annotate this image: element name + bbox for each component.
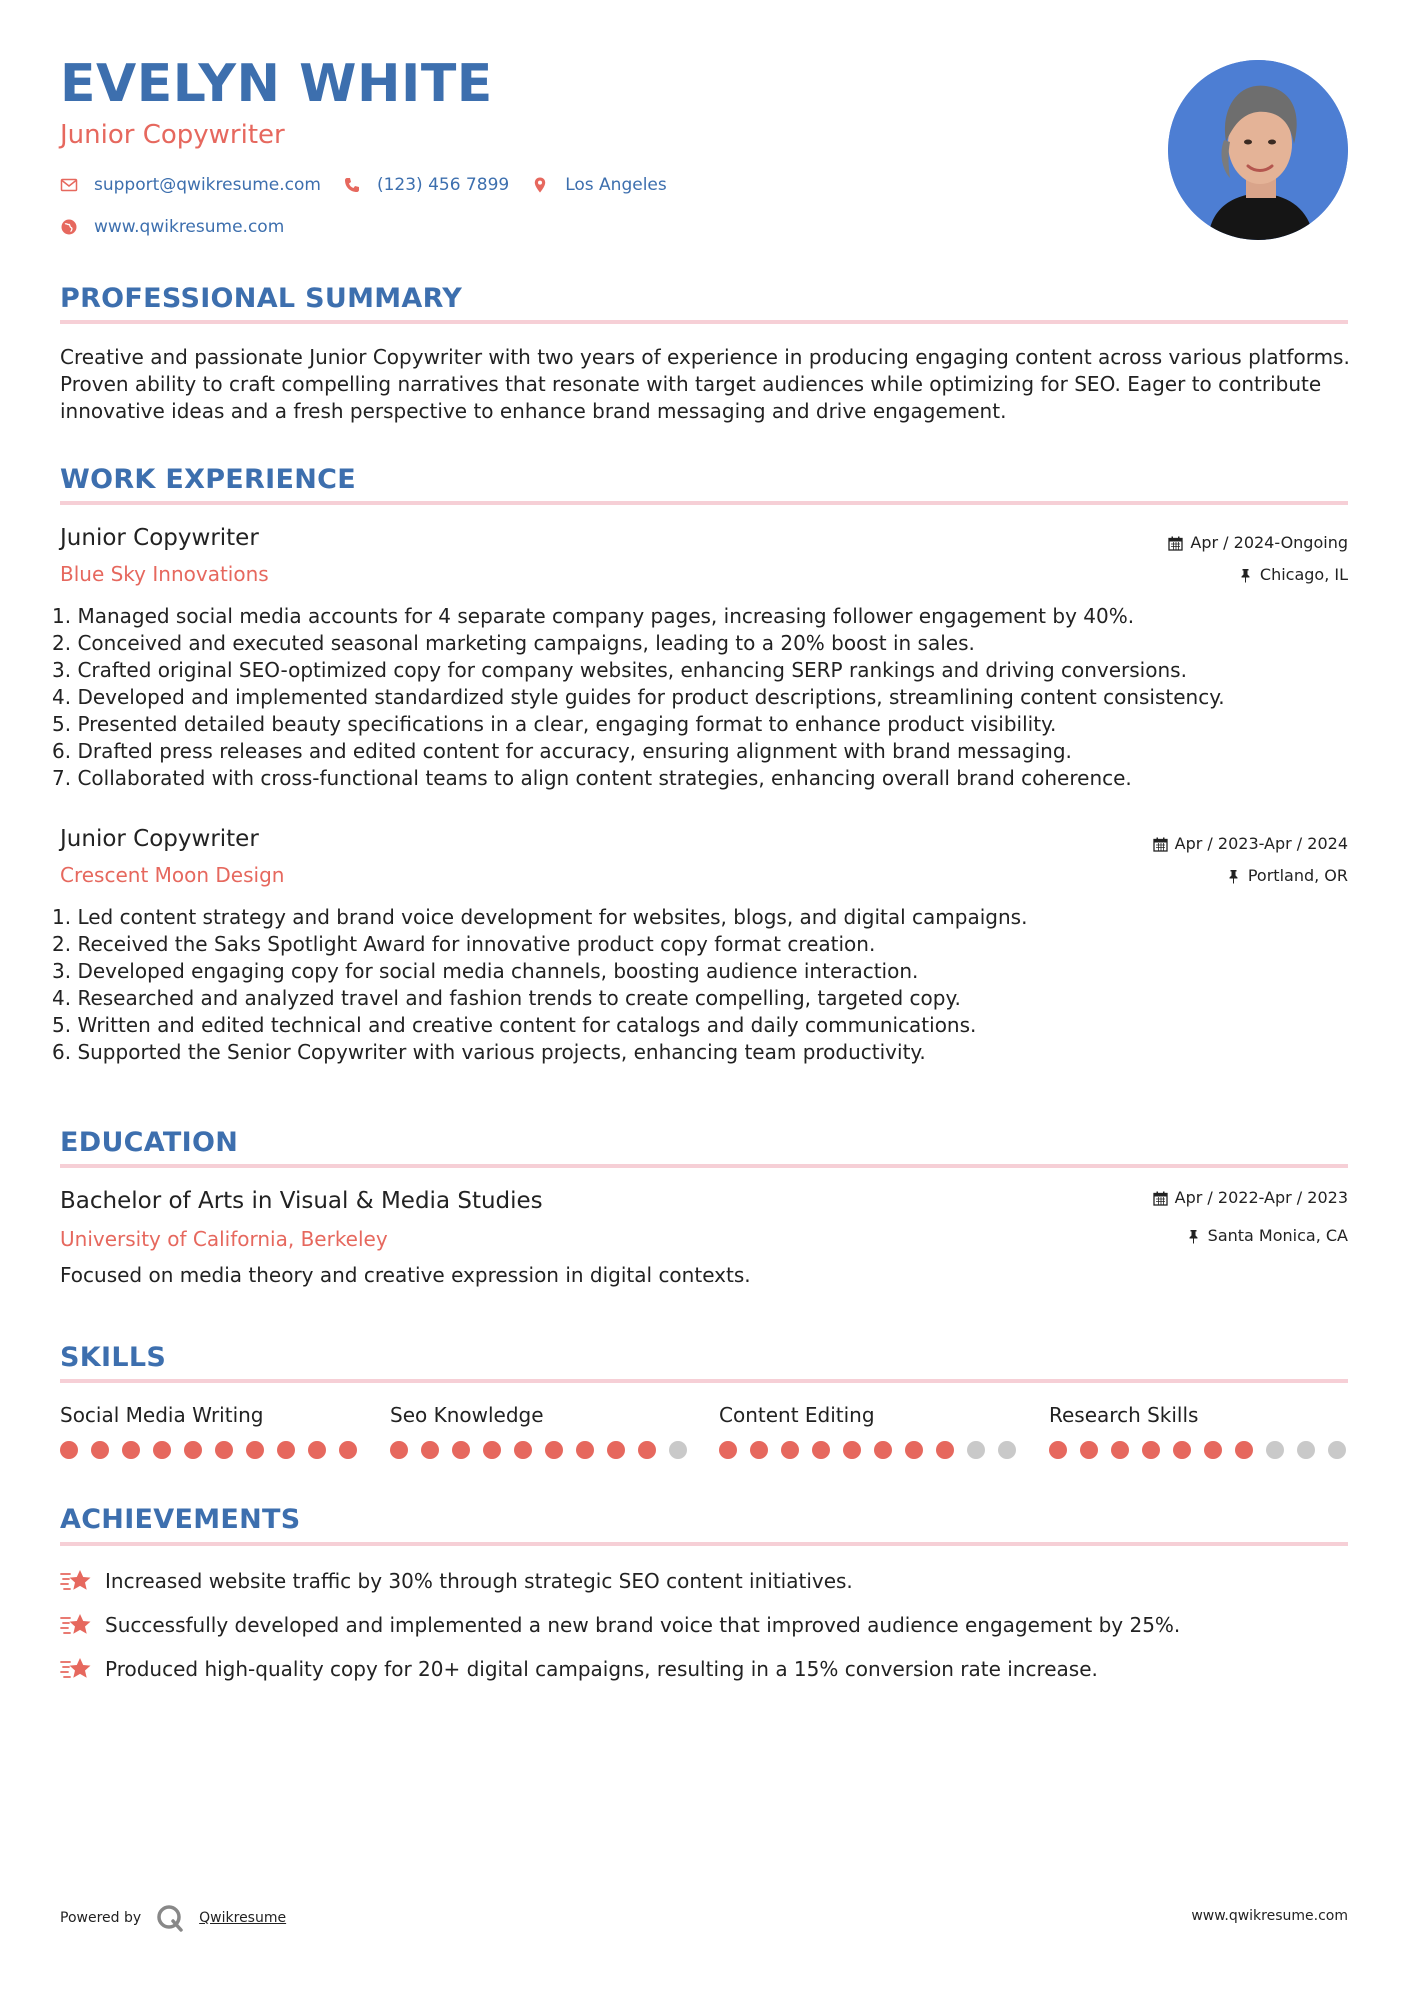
achievement-item	[60, 1612, 1180, 1638]
job-location-text: Portland, OR	[1247, 866, 1348, 885]
list-item: 1. Led content strategy and brand voice development for websites, blogs, and digital campaigns.	[52, 905, 1028, 929]
website-text: www.qwikresume.com	[94, 216, 285, 237]
profile-photo	[1168, 60, 1348, 240]
skill-dot-filled	[514, 1441, 532, 1459]
achievement-text: Successfully developed and implemented a new brand voice that improved audience engagement by 25%.	[105, 1613, 1181, 1637]
skill-dot-filled	[1049, 1441, 1067, 1459]
skill-dot-filled	[576, 1441, 594, 1459]
job-dates-text: Apr / 2023-Apr / 2024	[1174, 834, 1348, 853]
job-bullets	[52, 904, 1352, 1066]
job-company: Crescent Moon Design	[60, 863, 285, 887]
degree-title: Bachelor of Arts in Visual & Media Studies	[60, 1188, 543, 1214]
calendar-icon	[1153, 1191, 1168, 1206]
skill-dot-filled	[483, 1441, 501, 1459]
list-item: 4. Developed and implemented standardized style guides for product descriptions, streamlining content consistency.	[52, 685, 1225, 709]
skill-dot-filled	[153, 1441, 171, 1459]
summary-text: Creative and passionate Junior Copywriter with two years of experience in producing engaging content across various platforms. Proven ability to craft compelling narratives that resonate with target audiences while optimizing for SEO. Eager to contribute innovative ideas and a fresh perspective to enhance brand messaging and drive engagement.	[60, 345, 1350, 423]
skill-rating	[390, 1441, 700, 1459]
skill-item	[60, 1405, 370, 1459]
section-divider	[60, 1379, 1348, 1383]
skill-name: Seo Knowledge	[390, 1403, 544, 1427]
pushpin-icon	[1226, 869, 1241, 884]
envelope-icon	[60, 176, 78, 194]
achievement-text: Produced high-quality copy for 20+ digital campaigns, resulting in a 15% conversion rate increase.	[105, 1657, 1098, 1681]
list-item: 3. Developed engaging copy for social media channels, boosting audience interaction.	[52, 959, 919, 983]
skill-dot-filled	[452, 1441, 470, 1459]
education-heading: EDUCATION	[60, 1127, 239, 1158]
section-divider	[60, 320, 1348, 324]
job-location	[1238, 567, 1348, 583]
job-dates	[1168, 535, 1348, 551]
footer-url[interactable]: www.qwikresume.com	[1191, 1908, 1348, 1924]
skill-dot-filled	[936, 1441, 954, 1459]
skill-dot-empty	[669, 1441, 687, 1459]
list-item: 1. Managed social media accounts for 4 separate company pages, increasing follower engagement by 40%.	[52, 604, 1135, 628]
location-text: Los Angeles	[565, 174, 667, 195]
qwikresume-logo-icon	[155, 1903, 185, 1933]
skill-name: Social Media Writing	[60, 1403, 264, 1427]
phone-text: (123) 456 7899	[376, 174, 510, 195]
education-dates-text: Apr / 2022-Apr / 2023	[1174, 1188, 1348, 1207]
achievement-item	[60, 1656, 1098, 1682]
skill-dot-filled	[60, 1441, 78, 1459]
skill-dot-filled	[874, 1441, 892, 1459]
skill-dot-filled	[812, 1441, 830, 1459]
skill-item	[390, 1405, 700, 1459]
skill-item	[719, 1405, 1029, 1459]
skill-dot-filled	[1142, 1441, 1160, 1459]
email-text: support@qwikresume.com	[94, 174, 321, 195]
candidate-role: Junior Copywriter	[60, 120, 285, 150]
skill-dot-filled	[1235, 1441, 1253, 1459]
list-item: 5. Presented detailed beauty specifications in a clear, engaging format to enhance product visibility.	[52, 712, 1057, 736]
summary-heading: PROFESSIONAL SUMMARY	[60, 283, 463, 314]
skill-dot-filled	[781, 1441, 799, 1459]
pushpin-icon	[1238, 568, 1253, 583]
skill-dot-filled	[1080, 1441, 1098, 1459]
contact-location	[531, 176, 667, 194]
powered-by-label: Powered by	[60, 1910, 142, 1926]
skill-name: Content Editing	[719, 1403, 875, 1427]
school-name: University of California, Berkeley	[60, 1227, 388, 1251]
list-item: 5. Written and edited technical and creative content for catalogs and daily communications.	[52, 1013, 977, 1037]
contact-website[interactable]	[60, 218, 284, 236]
skill-rating	[719, 1441, 1029, 1459]
section-divider	[60, 1164, 1348, 1168]
skill-dot-filled	[91, 1441, 109, 1459]
skill-dot-empty	[967, 1441, 985, 1459]
list-item: 6. Supported the Senior Copywriter with various projects, enhancing team productivity.	[52, 1040, 926, 1064]
job-location	[1226, 868, 1348, 884]
pushpin-icon	[1186, 1229, 1201, 1244]
list-item: 3. Crafted original SEO-optimized copy for company websites, enhancing SERP rankings and driving conversions.	[52, 658, 1187, 682]
contact-email[interactable]	[60, 176, 321, 194]
skill-dot-filled	[390, 1441, 408, 1459]
globe-icon	[60, 218, 78, 236]
skill-dot-filled	[638, 1441, 656, 1459]
star-icon	[60, 1656, 92, 1682]
skill-dot-filled	[421, 1441, 439, 1459]
education-location	[1186, 1228, 1348, 1244]
list-item: 2. Conceived and executed seasonal marketing campaigns, leading to a 20% boost in sales.	[52, 631, 975, 655]
education-location-text: Santa Monica, CA	[1207, 1226, 1348, 1245]
skill-dot-empty	[1328, 1441, 1346, 1459]
contact-row-website	[60, 218, 306, 236]
candidate-name: EVELYN WHITE	[60, 54, 493, 114]
job-title: Junior Copywriter	[60, 525, 259, 551]
list-item: 6. Drafted press releases and edited content for accuracy, ensuring alignment with brand messaging.	[52, 739, 1072, 763]
skill-dot-filled	[122, 1441, 140, 1459]
contact-phone[interactable]	[343, 176, 509, 194]
phone-icon	[343, 176, 361, 194]
star-icon	[60, 1568, 92, 1594]
job-title: Junior Copywriter	[60, 826, 259, 852]
job-dates	[1153, 836, 1348, 852]
achievements-heading: ACHIEVEMENTS	[60, 1504, 301, 1535]
skill-dot-filled	[843, 1441, 861, 1459]
skills-heading: SKILLS	[60, 1342, 167, 1373]
skill-dot-filled	[308, 1441, 326, 1459]
education-dates	[1153, 1190, 1348, 1206]
skill-item	[1049, 1405, 1359, 1459]
skill-dot-empty	[1297, 1441, 1315, 1459]
experience-heading: WORK EXPERIENCE	[60, 464, 356, 495]
calendar-icon	[1153, 837, 1168, 852]
skill-rating	[1049, 1441, 1359, 1459]
footer-brand-link[interactable]: Qwikresume	[199, 1910, 287, 1926]
footer-powered-by	[60, 1903, 286, 1933]
job-dates-text: Apr / 2024-Ongoing	[1190, 533, 1348, 552]
skill-dot-filled	[1204, 1441, 1222, 1459]
skill-dot-empty	[998, 1441, 1016, 1459]
portrait-image	[1168, 60, 1348, 240]
calendar-icon	[1168, 536, 1183, 551]
skill-dot-filled	[215, 1441, 233, 1459]
star-icon	[60, 1612, 92, 1638]
skill-dot-filled	[719, 1441, 737, 1459]
achievement-item	[60, 1568, 853, 1594]
achievement-text: Increased website traffic by 30% through strategic SEO content initiatives.	[105, 1569, 853, 1593]
list-item: 7. Collaborated with cross-functional teams to align content strategies, enhancing overall brand coherence.	[52, 766, 1132, 790]
skill-dot-filled	[184, 1441, 202, 1459]
section-divider	[60, 501, 1348, 505]
skill-rating	[60, 1441, 370, 1459]
skill-dot-filled	[905, 1441, 923, 1459]
list-item: 2. Received the Saks Spotlight Award for innovative product copy format creation.	[52, 932, 876, 956]
skill-dot-filled	[750, 1441, 768, 1459]
map-pin-icon	[531, 176, 549, 194]
job-company: Blue Sky Innovations	[60, 562, 269, 586]
skill-dot-empty	[1266, 1441, 1284, 1459]
skill-dot-filled	[545, 1441, 563, 1459]
skill-dot-filled	[339, 1441, 357, 1459]
education-description: Focused on media theory and creative expression in digital contexts.	[60, 1263, 751, 1287]
skill-name: Research Skills	[1049, 1403, 1199, 1427]
job-bullets	[52, 603, 1352, 792]
skill-dot-filled	[246, 1441, 264, 1459]
skill-dot-filled	[277, 1441, 295, 1459]
list-item: 4. Researched and analyzed travel and fashion trends to create compelling, targeted copy.	[52, 986, 961, 1010]
skill-dot-filled	[1111, 1441, 1129, 1459]
contact-row	[60, 176, 689, 194]
skill-dot-filled	[607, 1441, 625, 1459]
skill-dot-filled	[1173, 1441, 1191, 1459]
job-location-text: Chicago, IL	[1259, 565, 1348, 584]
section-divider	[60, 1542, 1348, 1546]
